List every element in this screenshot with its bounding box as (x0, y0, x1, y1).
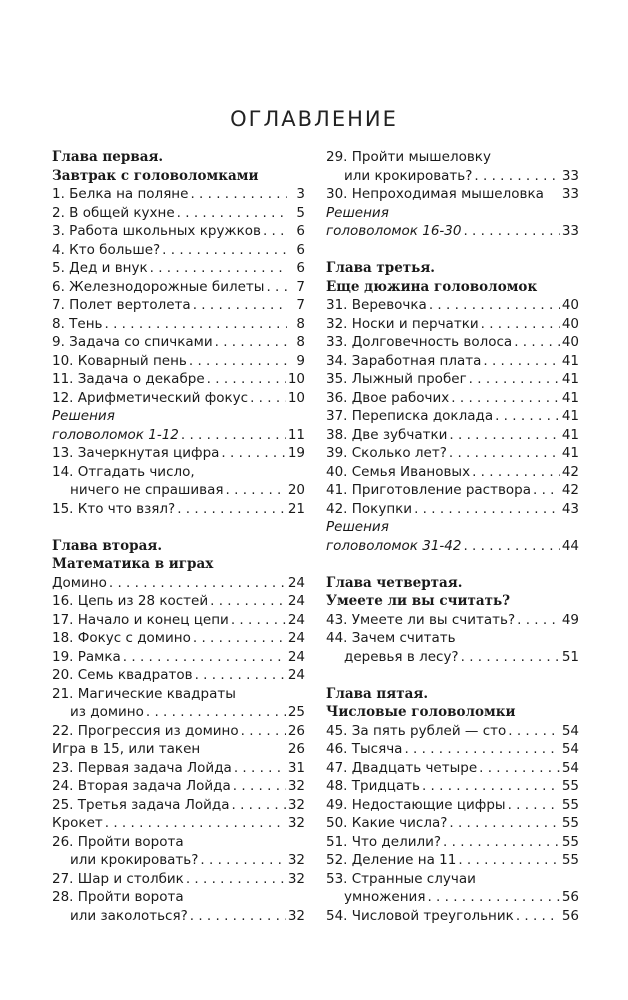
toc-page-number: 32 (287, 796, 305, 813)
dot-leader (177, 500, 286, 519)
chapter-heading-text: Глава пятая. (326, 685, 429, 702)
toc-entry-title: 18. Фокус с домино (52, 630, 191, 646)
toc-entry-title: 15. Кто что взял? (52, 500, 176, 517)
dot-leader (422, 777, 560, 796)
toc-entry (326, 611, 579, 630)
toc-entry-title: или крокировать? (344, 167, 473, 184)
toc-entry (52, 574, 305, 593)
toc-entry-title: 2. В общей кухне (52, 204, 175, 221)
chapter-heading-text: Умеете ли вы считать? (326, 593, 511, 609)
toc-entry-title: из домино (70, 704, 144, 720)
chapter-heading-text: Еще дюжина головоломок (326, 278, 538, 295)
dot-leader (234, 759, 286, 778)
toc-page-number: 11 (287, 426, 305, 443)
dot-leader (404, 740, 559, 759)
toc-page-number: 10 (287, 371, 305, 387)
toc-page-number: 42 (561, 482, 579, 498)
toc-entry (326, 481, 579, 500)
dot-leader (266, 278, 287, 297)
toc-entry (52, 296, 305, 315)
toc-page-number: 49 (561, 611, 579, 628)
toc-entry (326, 167, 579, 186)
toc-entry-title: 20. Семь квадратов (52, 667, 193, 683)
toc-entry-title: 6. Железнодорожные билеты (52, 278, 265, 295)
toc-page-number: 55 (561, 852, 579, 868)
chapter-heading-text: Глава четвертая. (326, 574, 463, 591)
toc-page-number: 7 (296, 297, 305, 313)
toc-page-number: 40 (561, 315, 579, 332)
toc-entry (326, 352, 579, 371)
toc-entry (326, 722, 579, 741)
toc-entry (326, 851, 579, 870)
toc-entry-title: 34. Заработная плата (326, 352, 482, 369)
toc-entry-title: Домино (52, 574, 107, 591)
dot-leader (533, 481, 560, 500)
chapter-heading-text: Математика в играх (52, 556, 214, 572)
toc-entry (326, 389, 579, 408)
toc-page-number: 55 (561, 778, 579, 794)
toc-entry (326, 315, 579, 334)
dot-leader (226, 481, 286, 500)
toc-entry-title: 45. За пять рублей — сто (326, 722, 507, 739)
dot-leader (451, 389, 560, 408)
toc-entry (52, 629, 305, 648)
toc-entry (52, 352, 305, 371)
toc-entry (326, 518, 579, 537)
toc-entry (52, 259, 305, 278)
toc-entry-title: 8. Тень (52, 315, 103, 332)
toc-entry-title: 31. Веревочка (326, 297, 427, 313)
toc-entry (52, 611, 305, 630)
dot-leader (449, 444, 560, 463)
toc-entry-title: ничего не спрашивая (70, 482, 224, 498)
dot-leader (469, 370, 560, 389)
toc-entry-title: или крокировать? (70, 852, 199, 868)
toc-entry-title: 13. Зачеркнутая цифра (52, 445, 220, 461)
toc-entry (326, 777, 579, 796)
dot-leader (474, 167, 559, 186)
toc-page-number: 21 (287, 500, 305, 517)
toc-entry-title: 47. Двадцать четыре (326, 759, 478, 776)
toc-entry (326, 185, 579, 204)
dot-leader (123, 648, 286, 667)
toc-entry (326, 870, 579, 889)
toc-page-number: 33 (561, 186, 579, 202)
dot-leader (481, 315, 560, 334)
page-title: ОГЛАВЛЕНИЕ (230, 107, 398, 131)
toc-entry-title: 14. Отгадать число, (52, 463, 195, 480)
toc-page-number: 42 (561, 463, 579, 480)
dot-leader (508, 796, 560, 815)
dot-leader (463, 537, 559, 556)
toc-entry (326, 537, 579, 556)
toc-page-number: 19 (287, 445, 305, 461)
chapter-heading (326, 259, 579, 278)
dot-leader (177, 204, 287, 223)
section-gap (52, 518, 305, 537)
chapter-heading (52, 167, 305, 186)
toc-page-number: 10 (287, 389, 305, 406)
toc-page-number: 55 (561, 833, 579, 850)
toc-entry-title: 1. Белка на поляне (52, 186, 189, 202)
section-gap (326, 666, 579, 685)
toc-entry-title: 16. Цепь из 28 костей (52, 593, 209, 609)
toc-page-number: 32 (287, 778, 305, 794)
toc-entry-title: 9. Задача со спичками (52, 334, 213, 350)
toc-entry-title: 24. Вторая задача Лойда (52, 778, 231, 794)
toc-page-number: 41 (561, 371, 579, 387)
toc-entry (52, 185, 305, 204)
toc-entry (52, 888, 305, 907)
toc-entry (326, 814, 579, 833)
toc-page-number: 31 (287, 759, 305, 776)
toc-entry (326, 648, 579, 667)
toc-page-number: 24 (287, 611, 305, 628)
toc-page-number: 8 (296, 315, 305, 332)
toc-entry-title: 26. Пройти ворота (52, 833, 184, 850)
toc-entry (326, 426, 579, 445)
toc-page-number: 51 (561, 648, 579, 665)
toc-entry-title: 21. Магические квадраты (52, 685, 236, 702)
toc-entry (326, 500, 579, 519)
toc-page-number: 55 (561, 815, 579, 831)
dot-leader (233, 777, 286, 796)
toc-entry-title: 52. Деление на 11 (326, 852, 457, 868)
toc-entry-title: 25. Третья задача Лойда (52, 796, 230, 813)
chapter-heading-text: Глава вторая. (52, 537, 163, 554)
toc-entry-title: 46. Тысяча (326, 741, 403, 757)
toc-entry (326, 370, 579, 389)
toc-page-number: 32 (287, 815, 305, 831)
toc-entry (52, 204, 305, 223)
toc-entry-title: Решения (326, 519, 389, 535)
dot-leader (517, 611, 560, 630)
dot-leader (414, 500, 560, 519)
toc-page-number: 32 (287, 907, 305, 924)
dot-leader (449, 814, 559, 833)
chapter-heading (326, 278, 579, 297)
toc-entry-title: 48. Тридцать (326, 778, 420, 794)
toc-page-number: 6 (296, 241, 305, 258)
toc-entry (52, 389, 305, 408)
toc-entry (52, 870, 305, 889)
toc-page-number: 33 (561, 223, 579, 239)
toc-entry-title: 36. Двое рабочих (326, 389, 450, 406)
chapter-heading-text: Глава третья. (326, 260, 436, 276)
dot-leader (429, 296, 560, 315)
toc-entry-title: 17. Начало и конец цепи (52, 611, 229, 628)
toc-entry-title: умножения (344, 889, 426, 905)
toc-entry (52, 315, 305, 334)
toc-entry-title: 42. Покупки (326, 500, 413, 517)
toc-page-number: 24 (287, 630, 305, 646)
dot-leader (463, 222, 559, 241)
dot-leader (427, 888, 559, 907)
toc-entry-title: 39. Сколько лет? (326, 445, 447, 461)
toc-page-number: 56 (561, 907, 579, 924)
toc-entry (326, 759, 579, 778)
toc-entry-title: 43. Умеете ли вы считать? (326, 611, 516, 628)
toc-entry (52, 685, 305, 704)
toc-page-number: 56 (561, 889, 579, 905)
dot-leader (195, 666, 286, 685)
toc-entry (52, 740, 305, 759)
toc-entry-title: 51. Что делили? (326, 833, 442, 850)
toc-page-number: 41 (561, 445, 579, 461)
toc-entry (52, 648, 305, 667)
chapter-heading-text: Глава первая. (52, 149, 164, 165)
toc-entry-title: 33. Долговечность волоса (326, 334, 513, 350)
toc-entry-title: 4. Кто больше? (52, 241, 161, 258)
toc-entry-title: 32. Носки и перчатки (326, 315, 479, 332)
dot-leader (221, 444, 285, 463)
section-gap (326, 241, 579, 260)
toc-entry (326, 148, 579, 167)
toc-entry (326, 204, 579, 223)
toc-entry-title: 11. Задача о декабре (52, 371, 205, 387)
toc-entry (52, 796, 305, 815)
toc-page-number: 9 (296, 352, 305, 369)
toc-entry (326, 740, 579, 759)
chapter-heading-text: Числовые головоломки (326, 704, 516, 720)
toc-entry (52, 814, 305, 833)
toc-page-number: 5 (296, 204, 305, 221)
toc-entry-title: 35. Лыжный пробег (326, 371, 467, 387)
toc-page-number: 7 (296, 278, 305, 295)
toc-entry-title: 12. Арифметический фокус (52, 389, 249, 406)
toc-page-number: 3 (296, 186, 305, 202)
toc-entry-title: Игра в 15, или такен (52, 741, 201, 757)
toc-entry-title: 23. Первая задача Лойда (52, 759, 232, 776)
dot-leader (479, 759, 560, 778)
toc-entry-title: 28. Пройти ворота (52, 889, 184, 905)
dot-leader (232, 796, 286, 815)
dot-leader (200, 851, 285, 870)
toc-entry-title: 40. Семья Ивановых (326, 463, 471, 480)
toc-entry-title: 10. Коварный пень (52, 352, 187, 369)
chapter-heading (52, 537, 305, 556)
toc-entry-title: 44. Зачем считать (326, 630, 456, 646)
toc-page-number: 24 (287, 593, 305, 609)
toc-entry-title: 30. Непроходимая мышеловка (326, 186, 544, 202)
toc-entry (52, 426, 305, 445)
dot-leader (472, 463, 560, 482)
toc-entry (52, 278, 305, 297)
toc-entry (326, 888, 579, 907)
toc-entry (52, 666, 305, 685)
dot-leader (193, 629, 286, 648)
dot-leader (231, 611, 286, 630)
toc-entry-title: головоломок 1-12 (52, 426, 179, 443)
toc-entry (326, 833, 579, 852)
toc-page-number: 6 (296, 260, 305, 276)
dot-leader (150, 259, 287, 278)
toc-entry (52, 241, 305, 260)
toc-entry (326, 629, 579, 648)
dot-leader (162, 241, 287, 260)
toc-entry (326, 296, 579, 315)
toc-entry (52, 833, 305, 852)
dot-leader (190, 185, 287, 204)
toc-entry-title: 22. Прогрессия из домино (52, 722, 239, 739)
toc-entry (52, 703, 305, 722)
dot-leader (514, 333, 560, 352)
dot-leader (189, 352, 287, 371)
toc-entry-title: 7. Полет вертолета (52, 297, 191, 313)
toc-entry (52, 444, 305, 463)
toc-entry (52, 777, 305, 796)
toc-page-number: 41 (561, 352, 579, 369)
toc-entry-title: или заколоться? (70, 907, 188, 924)
toc-page-number: 41 (561, 426, 579, 443)
toc-entry-title: 29. Пройти мышеловку (326, 149, 491, 165)
toc-page-number: 41 (561, 389, 579, 406)
toc-entry (52, 333, 305, 352)
chapter-heading-text: Завтрак с головоломками (52, 167, 259, 184)
toc-page-number: 43 (561, 500, 579, 517)
chapter-heading (326, 685, 579, 704)
dot-leader (263, 222, 287, 241)
toc-entry-title: 27. Шар и столбик (52, 870, 184, 887)
dot-leader (461, 648, 560, 667)
dot-leader (516, 907, 560, 926)
toc-entry-title: деревья в лесу? (344, 648, 459, 665)
toc-entry-title: 19. Рамка (52, 648, 121, 665)
toc-entry (52, 907, 305, 926)
toc-entry-title: 50. Какие числа? (326, 815, 448, 831)
toc-column-left (52, 148, 305, 925)
toc-page-number: 55 (561, 796, 579, 813)
toc-entry (52, 370, 305, 389)
toc-entry-title: Решения (52, 408, 115, 424)
toc-page-number: 6 (296, 223, 305, 239)
toc-entry (52, 407, 305, 426)
dot-leader (207, 370, 286, 389)
dot-leader (146, 703, 286, 722)
toc-entry (326, 333, 579, 352)
chapter-heading (52, 148, 305, 167)
toc-page-number: 54 (561, 722, 579, 739)
toc-entry (326, 796, 579, 815)
dot-leader (210, 592, 286, 611)
toc-page-number: 44 (561, 537, 579, 554)
toc-page-number: 25 (287, 704, 305, 720)
toc-entry-title: 3. Работа школьных кружков (52, 223, 261, 239)
toc-page-number: 40 (561, 334, 579, 350)
toc-entry (52, 722, 305, 741)
toc-page-number: 32 (287, 870, 305, 887)
dot-leader (508, 722, 560, 741)
dot-leader (458, 851, 559, 870)
dot-leader (109, 574, 286, 593)
dot-leader (495, 407, 560, 426)
chapter-heading (326, 703, 579, 722)
chapter-heading (52, 555, 305, 574)
toc-entry-title: 37. Переписка доклада (326, 408, 494, 424)
toc-entry (326, 907, 579, 926)
dot-leader (193, 296, 287, 315)
section-gap (326, 555, 579, 574)
dot-leader (449, 426, 559, 445)
chapter-heading (326, 574, 579, 593)
toc-entry (52, 759, 305, 778)
toc-entry-title: 54. Числовой треугольник (326, 907, 514, 924)
toc-page-number: 24 (287, 667, 305, 683)
toc-page-number: 40 (561, 297, 579, 313)
dot-leader (186, 870, 286, 889)
toc-entry (52, 222, 305, 241)
dot-leader (105, 814, 286, 833)
toc-entry (326, 222, 579, 241)
dot-leader (181, 426, 286, 445)
dot-leader (241, 722, 286, 741)
toc-entry-title: 53. Странные случаи (326, 870, 476, 887)
toc-entry (326, 444, 579, 463)
toc-page-number: 26 (287, 741, 305, 757)
toc-page-number: 8 (296, 334, 305, 350)
toc-entry (52, 500, 305, 519)
toc-entry-title: головоломок 31-42 (326, 537, 462, 554)
toc-entry-title: Крокет (52, 815, 103, 831)
toc-page-number: 32 (287, 852, 305, 868)
toc-entry (52, 592, 305, 611)
toc-page-number: 33 (561, 167, 579, 184)
dot-leader (190, 907, 286, 926)
toc-entry-title: головоломок 16-30 (326, 223, 462, 239)
toc-entry-title: 41. Приготовление раствора (326, 482, 532, 498)
chapter-heading (326, 592, 579, 611)
toc-page-number: 24 (287, 648, 305, 665)
dot-leader (483, 352, 559, 371)
toc-column-right (326, 148, 579, 925)
dot-leader (250, 389, 286, 408)
dot-leader (105, 315, 287, 334)
toc-entry (52, 463, 305, 482)
toc-page-number: 41 (561, 408, 579, 424)
toc-entry-title: 5. Дед и внук (52, 260, 148, 276)
toc-entry-title: 49. Недостающие цифры (326, 796, 506, 813)
dot-leader (215, 333, 287, 352)
toc-entry-title: 38. Две зубчатки (326, 426, 448, 443)
toc-page-number: 24 (287, 574, 305, 591)
toc-entry (52, 851, 305, 870)
toc-entry (326, 407, 579, 426)
toc-page-number: 26 (287, 722, 305, 739)
toc-entry (52, 481, 305, 500)
toc-page-number: 20 (287, 482, 305, 498)
toc-entry-title: Решения (326, 204, 389, 221)
toc-page-number: 54 (561, 741, 579, 757)
dot-leader (443, 833, 560, 852)
toc-entry (326, 463, 579, 482)
toc-page-number: 54 (561, 759, 579, 776)
